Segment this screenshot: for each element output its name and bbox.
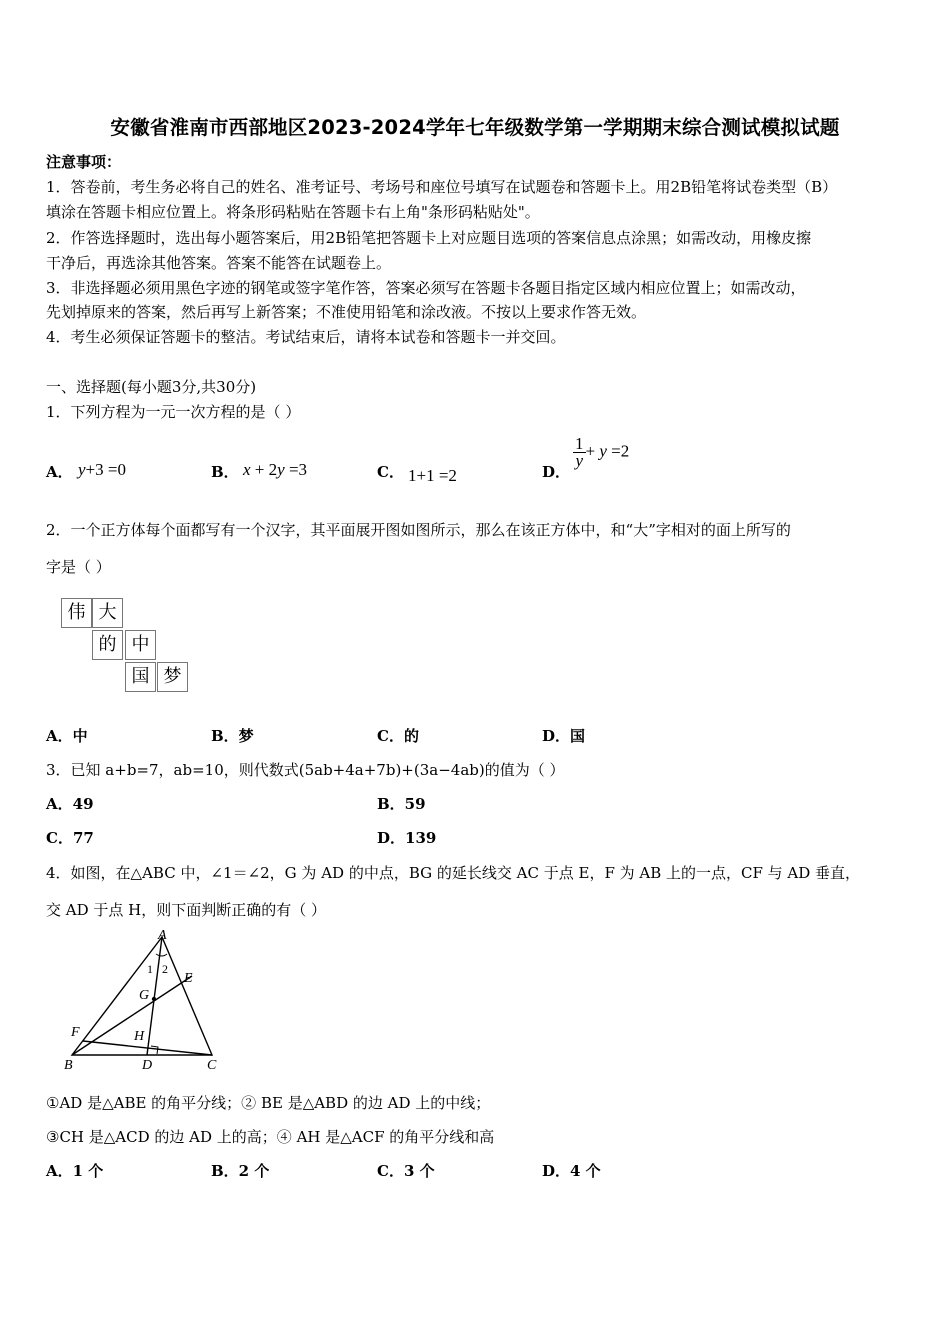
- q1-option-c: 1+1 =2: [408, 466, 457, 485]
- q1-option-d: $\frac{1}{y}$ + y =2: [575, 434, 630, 470]
- point-g: [152, 997, 156, 1001]
- q2-stem: 2．一个正方体每个面都写有一个汉字，其平面展开图如图所示，那么在该正方体中，和“大”字相对的面上所写的: [46, 521, 791, 539]
- net-cell: 的: [92, 630, 123, 660]
- figure-label: B: [64, 1058, 73, 1073]
- net-cell: 大: [92, 598, 123, 628]
- figure-label: G: [139, 988, 150, 1003]
- net-cell: 国: [125, 662, 156, 692]
- figure-label: 1: [147, 962, 153, 976]
- figure-label: D: [142, 1058, 153, 1073]
- q3-option: D．139: [377, 829, 437, 847]
- q3-option: C．77: [46, 829, 94, 847]
- q2-option: D．国: [542, 727, 586, 745]
- notice-line: 填涂在答题卡相应位置上。将条形码粘贴在答题卡右上角"条形码粘贴处"。: [46, 203, 540, 221]
- q1-option-b: x + 2y =3: [243, 460, 308, 479]
- q2-stem: 字是（ ）: [46, 558, 111, 576]
- angle-arc: [156, 954, 167, 956]
- segment-be: [72, 976, 192, 1055]
- triangle-figure: [55, 924, 235, 1079]
- q2-option: A．中: [46, 727, 88, 745]
- q4-option: D．4 个: [542, 1162, 601, 1180]
- figure-label: E: [184, 971, 193, 986]
- figure-label: 2: [162, 962, 168, 976]
- figure-label: F: [71, 1025, 80, 1040]
- notice-line: 4．考生必须保证答题卡的整洁。考试结束后，请将本试卷和答题卡一并交回。: [46, 328, 566, 346]
- q1-option-a-label: A．: [46, 463, 73, 481]
- notice-line: 3．非选择题必须用黑色字迹的钢笔或签字笔作答，答案必须写在答题卡各题目指定区域内相应位置上；如需改动，: [46, 279, 806, 297]
- q4-statement: ①AD 是△ABE 的角平分线；② BE 是△ABD 的边 AD 上的中线；: [46, 1094, 491, 1112]
- net-cell: 中: [125, 630, 156, 660]
- net-cell: 伟: [61, 598, 92, 628]
- page-title: 安徽省淮南市西部地区2023-2024学年七年级数学第一学期期末综合测试模拟试题: [110, 116, 840, 139]
- q2-option: B．梦: [211, 727, 254, 745]
- q4-stem: 4．如图，在△ABC 中，∠1＝∠2，G 为 AD 的中点，BG 的延长线交 AC 于点 E，F 为 AB 上的一点，CF 与 AD 垂直，: [46, 864, 861, 882]
- q4-statement: ③CH 是△ACD 的边 AD 上的高；④ AH 是△ACF 的角平分线和高: [46, 1128, 495, 1146]
- right-angle-mark: [151, 1046, 158, 1054]
- net-cell: 梦: [157, 662, 188, 692]
- notice-line: 先划掉原来的答案，然后再写上新答案；不准使用铅笔和涂改液。不按以上要求作答无效。: [46, 303, 647, 321]
- q4-stem: 交 AD 于点 H，则下面判断正确的有（ ）: [46, 901, 327, 919]
- q4-option: B．2 个: [211, 1162, 270, 1180]
- notice-heading: 注意事项：: [46, 153, 122, 171]
- q1-option-c-label: C．: [377, 463, 404, 481]
- q2-option: C．的: [377, 727, 419, 745]
- figure-label: A: [158, 928, 167, 943]
- notice-line: 2．作答选择题时，选出每小题答案后，用2B铅笔把答题卡上对应题目选项的答案信息点涂黑；如需改动，用橡皮擦: [46, 229, 812, 247]
- q4-option: A．1 个: [46, 1162, 104, 1180]
- section-heading: 一、选择题(每小题3分,共30分): [46, 378, 257, 396]
- figure-label: H: [134, 1029, 145, 1044]
- q3-option: A．49: [46, 795, 94, 813]
- q1-option-a: y+3 =0: [78, 460, 126, 479]
- q1-option-b-label: B．: [211, 463, 239, 481]
- q3-stem: 3．已知 a+b=7，ab=10，则代数式(5ab+4a+7b)+(3a−4ab)的值为（ ）: [46, 761, 565, 779]
- notice-line: 干净后，再选涂其他答案。答案不能答在试题卷上。: [46, 254, 392, 272]
- q3-option: B．59: [377, 795, 426, 813]
- q1-stem: 1．下列方程为一元一次方程的是（ ）: [46, 403, 301, 421]
- notice-line: 1．答卷前，考生务必将自己的姓名、准考证号、考场号和座位号填写在试题卷和答题卡上。用2B铅笔将试卷类型（B）: [46, 178, 838, 196]
- figure-label: C: [207, 1058, 217, 1073]
- q1-option-d-label: D．: [542, 463, 571, 481]
- q4-option: C．3 个: [377, 1162, 435, 1180]
